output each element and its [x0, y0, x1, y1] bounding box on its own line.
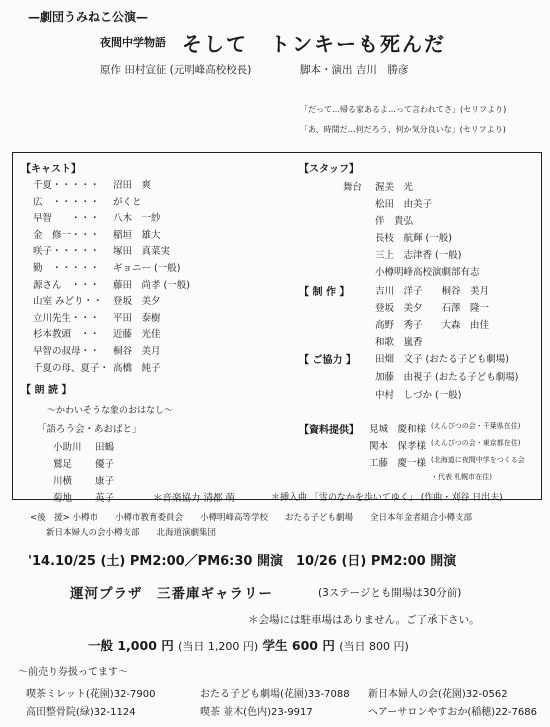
- production-member: 登坂 美夕 石澤 隆一: [375, 303, 490, 314]
- reader-surname: 鷲足: [53, 459, 73, 470]
- staff-role: 舞台: [343, 182, 363, 193]
- cast-role: 咲子・・・・・: [33, 246, 100, 258]
- cast-role: 千夏・・・・・: [33, 180, 100, 191]
- material-provider-note: (北海道に夜間中学をつくる会: [431, 456, 525, 464]
- cast-role: 立川先生・・・: [33, 312, 100, 324]
- reading-heading: 【 朗 読 】: [21, 385, 72, 396]
- reader-given: 優子: [95, 459, 115, 470]
- reading-subtitle: 〜かわいそうな象のおはなし〜: [47, 406, 174, 416]
- materials-heading: 【資料提供】: [299, 425, 359, 436]
- material-provider-note: ・代表 札幌市在住): [431, 473, 492, 481]
- cast-role: 杉本教頭 ・・: [33, 329, 100, 341]
- venue-name: 運河プラザ 三番庫ギャラリー: [70, 586, 273, 602]
- price-general: 一般 1,000 円: [88, 638, 174, 653]
- reader-given: 田鶴: [95, 442, 115, 453]
- staff-member: 長枝 航輝 (一般): [375, 233, 452, 244]
- production-heading: 【 制 作 】: [299, 287, 350, 298]
- ticket-outlet: ヘアーサロンやすおか(稲穂)22-7686: [368, 707, 537, 718]
- quote-1: 「だって…帰る家あるよ…って言われてさ」(セリフより): [300, 105, 507, 114]
- cast-actor: ギョニー (一般): [113, 263, 181, 274]
- quote-2: 「あ、時間だ…何だろう、何か気分良いな」(セリフより): [300, 125, 506, 134]
- cast-actor: がくと: [113, 196, 142, 208]
- advance-heading: 〜前売り券扱ってます〜: [18, 667, 128, 678]
- cast-role: 源さん ・・・: [33, 279, 100, 291]
- material-provider: 関本 保孝様: [369, 441, 427, 452]
- reading-group: 「語ろう会・あおばと」: [37, 424, 142, 435]
- ticket-outlet: 喫茶ミレット(花園)32-7900: [26, 689, 156, 700]
- cast-actor: 藤田 尚孝 (一般): [113, 279, 190, 291]
- cast-heading: 【キャスト】: [21, 164, 81, 175]
- cast-actor: 稲垣 雄大: [113, 229, 161, 241]
- material-provider: 工藤 慶一様: [369, 458, 427, 469]
- ticket-outlet: 喫茶 並木(色内)23-9917: [200, 707, 313, 718]
- production-member: 高野 秀子 大森 由佳: [375, 320, 490, 331]
- cast-actor: 塚田 真菜実: [113, 246, 171, 258]
- script-director: 脚本・演出 吉川 勝彦: [300, 64, 409, 76]
- original-author: 原作 田村宣征 (元明峰高校校長): [100, 64, 252, 76]
- song-credit: ＊挿入曲 「雪のなかを歩いてゆく」 (作曲・刈谷 日出夫): [271, 493, 503, 503]
- sponsors: [30, 511, 472, 541]
- staff-member: 伴 貴弘: [375, 216, 414, 227]
- price-student: 学生 600 円: [262, 638, 335, 653]
- production-member: 和歌 嵐香: [375, 337, 423, 348]
- price-general-door: (当日 1,200 円): [178, 640, 259, 653]
- play-title: そして トンキーも死んだ: [182, 32, 446, 56]
- material-provider-note: (えんぴつの会・千葉県在住): [431, 422, 521, 430]
- ticket-outlet: 新日本婦人の会(花園)32-0562: [368, 689, 508, 700]
- venue-note: (3ステージとも開場は30分前): [318, 587, 462, 599]
- staff-heading: 【スタッフ】: [299, 164, 359, 175]
- cast-role: 広 ・・・・・: [33, 196, 100, 208]
- material-provider-note: (えんぴつの会・東京都在住): [431, 439, 521, 447]
- cast-role: 千夏の母、夏子・: [33, 362, 110, 374]
- production-member: 吉川 洋子 桐谷 美月: [375, 286, 490, 297]
- staff-member: 三上 志津香 (一般): [375, 250, 462, 261]
- staff-member: 渥美 光: [375, 182, 414, 193]
- cooperation-member: 中村 しづか (一般): [375, 390, 462, 401]
- sponsors-line-2: 新日本婦人の会小樽支部 北海道演劇集団: [46, 528, 217, 538]
- cast-role: 金 修一・・・: [33, 229, 100, 241]
- cast-role: 早智の叔母・・: [33, 346, 100, 357]
- music-credit: ＊音楽協力 清都 萌: [153, 493, 236, 504]
- cast-actor: 桐谷 美月: [113, 346, 161, 357]
- cast-actor: 登坂 美夕: [113, 296, 161, 308]
- staff-member: 小樽明峰高校演劇部有志: [375, 267, 480, 278]
- cast-actor: 平田 泰樹: [113, 312, 161, 324]
- troupe-name: —劇団うみねこ公演—: [28, 10, 149, 24]
- performance-dates: '14.10/25 (土) PM2:00／PM6:30 開演 10/26 (日) PM2:00 開演: [28, 554, 457, 569]
- credits-box: [12, 152, 542, 504]
- cast-actor: 近藤 光佳: [113, 329, 161, 341]
- cast-actor: 八木 一紗: [113, 213, 161, 225]
- ticket-prices: [88, 636, 409, 654]
- cooperation-member: 田畑 文子 (おたる子ども劇場): [375, 354, 509, 365]
- cast-role: 早智 ・・・: [33, 213, 100, 225]
- staff-member: 松田 由美子: [375, 199, 433, 210]
- ticket-outlet: おたる子ども劇場(花園)33-7088: [200, 689, 350, 700]
- parking-note: ＊会場には駐車場はありません。ご了承下さい。: [248, 614, 480, 626]
- play-subtitle: 夜間中学物語: [100, 36, 166, 49]
- price-student-door: (当日 800 円): [339, 640, 409, 653]
- reader-surname: 小助川: [53, 442, 82, 453]
- cast-actor: 沼田 爽: [113, 180, 152, 191]
- cast-role: 山室 みどり・・: [33, 296, 103, 308]
- cooperation-heading: 【 ご協力 】: [299, 355, 356, 366]
- cooperation-member: 加藤 由視子 (おたる子ども劇場): [375, 372, 519, 383]
- reader-given: 康子: [95, 476, 115, 487]
- cast-actor: 高橋 純子: [113, 362, 161, 374]
- reader-surname: 川横: [53, 476, 73, 487]
- cast-role: 勤 ・・・・・: [33, 263, 100, 274]
- reader-given: 英子: [95, 493, 115, 504]
- material-provider: 見城 慶和様: [369, 424, 427, 435]
- sponsors-line-1: <後 援> 小樽市 小樽市教育委員会 小樽明峰高等学校 おたる子ども劇場 全日本年金者組合小樽支部: [30, 513, 472, 523]
- reader-surname: 菊地: [53, 493, 73, 504]
- ticket-outlet: 高田整骨院(緑)32-1124: [26, 707, 136, 718]
